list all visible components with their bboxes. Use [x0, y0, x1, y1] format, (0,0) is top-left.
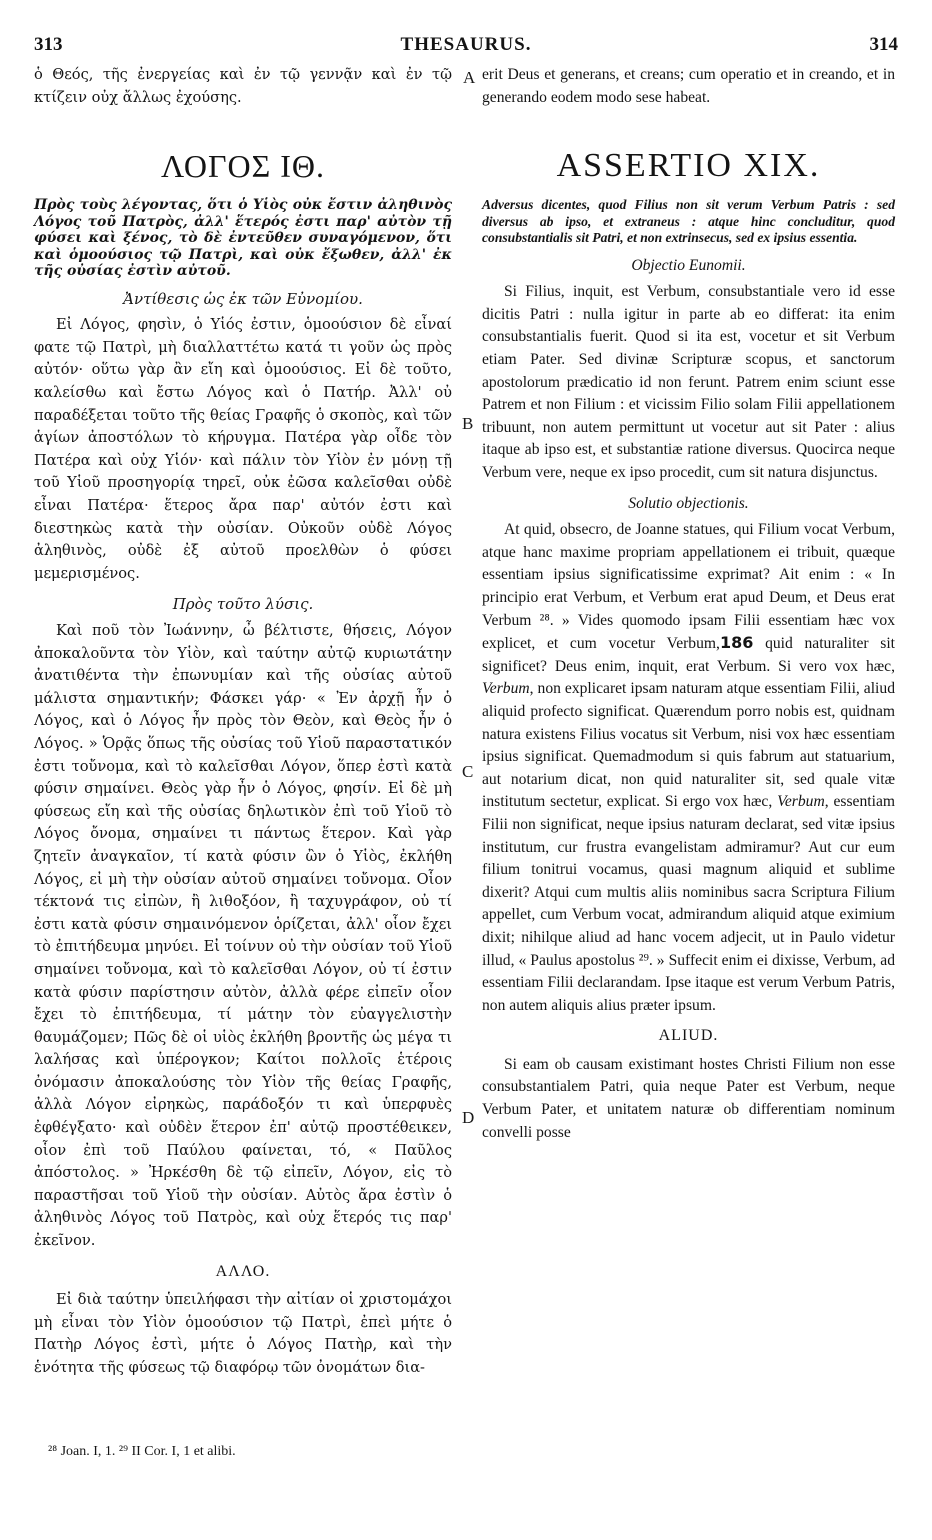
latin-solution-text	[482, 519, 895, 1017]
latin-solution-part-c: , non explicaret ipsam naturam atque essentiam Filii, aliud aliquid profecto significat. Quærendum porro nobis est, quidnam natura existens Filius vocatus sit Verbum, nisi vox hæc essentiam ipsius significat. Quemadmodum si quis fabrum aut statuarium, aut notarium dicat, non quid naturaliter sit, sed quale vitæ institutum sectetur, explicat. Si ergo vox hæc,	[482, 680, 895, 811]
greek-chapter-heading: Πρὸς τοὺς λέγοντας, ὅτι ὁ Υἱὸς οὐκ ἔστιν ἀληθινὸς Λόγος τοῦ Πατρὸς, ἀλλ' ἕτερός ἐστι παρ' αὐτὸν τῇ φύσει καὶ ξένος, τὸ δὲ ἐντεῦθεν συναγόμενον, ὅτι καὶ ὁμοούσιος τῷ Πατρὶ, καὶ οὐκ ἔξωθεν, ἀλλ' ἐκ τῆς οὐσίας ἐστὶν αὐτοῦ.	[34, 197, 452, 280]
latin-objection-text: Si Filius, inquit, est Verbum, consubstantiale vero id esse dicitis Patri : nulla igitur in parte ab eo differat: ita enim consubstantialis fuerit. Quod si ita est, vocetur et sit Verbum etiam Pater. Sed divinæ Scripturæ scopus, et sanctorum apostolorum prædicatio id non ferunt. Patrem enim sciunt esse Patrem et non Filium : et vicissim Filio solam Filii appellationem tribuunt, non autem permittunt ut vocetur aut sit Pater : alius itaque ab ipso est, et substantiæ ratione diversus. Quocirca neque Verbum vere, neque ex ipso procedit, cum sit natura disjunctus.	[482, 283, 895, 482]
margin-letter-d: D	[462, 1108, 475, 1127]
latin-intro: erit Deus et generans, et creans; cum operatio et in creando, et in generando eodem modo sese habeat.	[482, 66, 895, 106]
latin-column	[482, 64, 895, 1144]
greek-solution-text: Καὶ ποῦ τὸν Ἰωάννην, ὦ βέλτιστε, θήσεις, Λόγον ἀποκαλοῦντα τὸν Υἱὸν, καὶ ταύτην αὐτῷ κυριωτάτην ἀνατιθέντα τὴν ἐπωνυμίαν καὶ τῆς οὐσίας αὐτοῦ μάλιστα σημαντικήν; Φάσκει γάρ· « Ἐν ἀρχῇ ἦν ὁ Λόγος, καὶ ὁ Λόγος ἦν πρὸς τὸν Θεὸν, καὶ Θεὸς ἦν ὁ Λόγος. » Ὁρᾷς ὅπως τῆς οὐσίας τοῦ Υἱοῦ παραστατικόν ἐστι τοὔνομα, καὶ τὸ καλεῖσθαι Λόγον, ὅπερ ἐστὶ κατὰ φύσιν σημαίνει. Θεὸς γὰρ ἦν ὁ Λόγος, φησίν. Εἰ δὲ μὴ φύσεως εἴη καὶ τῆς οὐσίας δηλωτικὸν ἐπὶ τοῦ Υἱοῦ τὸ Λόγος ὄνομα, σημαίνει τι πάντως ἕτερον. Καὶ γὰρ ζητεῖν ἀναγκαῖον, τί κατὰ φύσιν ὢν ὁ Υἱὸς, ἐκλήθη Λόγος, εἰ μὴ τὴν οὐσίαν αὐτοῦ σημαίνει τοὔνομα. Οἷον τέκτονά τις εἰπὼν, ἢ λιθοξόον, ἢ ταχυγράφον, οὐ τί ἐστι κατὰ φύσιν σημαινόμενον ὁρίζεται, ἀλλ' οἷον ἔχει τὸ ἐπιτήδευμα μηνύει. Εἰ τοίνυν οὐ τὴν οὐσίαν τοῦ Υἱοῦ σημαίνει τοὔνομα, καὶ τὸ καλεῖσθαι Λόγον, οὐ τί ἐστιν κατὰ φύσιν παρίστησιν αὐτὸν, ἀλλὰ φέρε εἰπεῖν οἷον ἔχει τὸ ἐπιτήδευμα, τί μάτην τὸν εὐαγγελιστὴν θαυμάζομεν; Πῶς δὲ οἱ υἱὸς ἐκλήθη βροντῆς ὡς μέγα τι λαλήσας καὶ ὑπέρογκον; Καίτοι πολλοῖς ἑτέροις ὀνόμασιν ἀποκαλούσης τὸν Υἱὸν τῆς θείας Γραφῆς, ἀλλὰ Λόγον εἰρηκὼς, παράδοξόν τι καὶ ὑπερφυὲς ἐφθέγξατο· καὶ οὐδὲν ἕτερον ἐπ' αὐτῷ προστέθεικεν, οἷον ἐπὶ τοῦ Παύλου φαίνεται, τό, « Παῦλος ἀπόστολος. » Ἠρκέσθη δὲ τῷ εἰπεῖν, Λόγον, εἰς τὸ παραστῆσαι τοῦ Υἱοῦ τὴν οὐσίαν. Αὐτὸς ἄρα ἐστὶν ὁ ἀληθινὸς Λόγος τοῦ Πατρὸς, καὶ οὐχ ἕτερός τις παρ' ἐκεῖνον.	[34, 622, 452, 1250]
margin-letter-b: B	[462, 414, 474, 433]
page-number-left: 313	[34, 34, 63, 55]
latin-solution-part-b: quid naturaliter sit significet? Deus enim, inquit, erat Verbum. Si vero vox hæc,	[482, 635, 896, 675]
latin-objection-title: Objectio Eunomii.	[631, 256, 746, 274]
footnotes: ²⁸ Joan. I, 1. ²⁹ II Cor. I, 1 et alibi.	[48, 1444, 236, 1459]
latin-solution-part-d: , essentiam Filii non significat, neque ipsius naturam declarat, sed vitæ ipsius institutum, cur frustra evangelistam admiramur? Aut cur eum filium tonitrui vocamus, quasi magnum aliquid et sublime dixerit? Atqui cum multis aliis nominibus sacra Scriptura Filium appellet, cum Verbum vocat, admirandum aliquid atque eximium dixit; nihilque aliud ad hanc vocem adjecit, ut in Paulo videtur illud, « Paulus apostolus ²⁹. » Suffecit enim ei dixisse, Verbum, ad essentiam Filii declarandam. Ipse itaque est verum Verbum Patris, non autem aliquis alius præter ipsum.	[482, 793, 895, 1014]
page-number-right: 314	[869, 34, 898, 55]
latin-solution-part-a: At quid, obsecro, de Joanne statues, qui Filium vocat Verbum, atque hanc maxime propriam appellationem ei tribuit, quæque essentiam ipsius significatissime exprimat? Ait enim : « In principio erat Verbum, et Verbum erat apud Deum, et Deus erat Verbum ²⁸. » Vides quomodo ipsam Filii essentiam hæc vox explicet, et cum vocetur Verbum,	[482, 521, 895, 653]
latin-verbum-italic: Verbum	[482, 680, 530, 698]
margin-letter-a: A	[463, 68, 476, 87]
edition-page-marker: 186	[719, 633, 754, 653]
latin-chapter-title: ASSERTIO XIX.	[556, 147, 821, 185]
greek-objection-title: Ἀντίθεσις ὡς ἐκ τῶν Εὐνομίου.	[123, 289, 363, 308]
latin-aliud-text: Si eam ob causam existimant hostes Christi Filium non esse consubstantialem Patri, quia neque Pater est Verbum, neque Verbum Pater, et unitatem naturæ ob differentiam nominum convelli posse	[482, 1055, 895, 1141]
latin-aliud-title: ALIUD.	[658, 1027, 719, 1045]
running-head	[34, 34, 898, 58]
greek-column	[34, 64, 452, 1380]
greek-aliud-title: ΑΛΛΟ.	[215, 1262, 271, 1280]
latin-solution-title: Solutio objectionis.	[628, 494, 749, 512]
latin-chapter-heading: Adversus dicentes, quod Filius non sit verum Verbum Patris : sed diversus ab ipso, et extraneus : atque hinc concluditur, quod consubstantialis sit Patri, et non extrinsecus, sed ex ipsius essentia.	[482, 197, 895, 246]
greek-solution-title: Πρὸς τοῦτο λύσις.	[172, 595, 314, 614]
margin-letter-c: C	[462, 762, 474, 781]
latin-verbum-italic-2: Verbum	[777, 793, 825, 811]
greek-aliud-text: Εἰ διὰ ταύτην ὑπειλήφασι τὴν αἰτίαν οἱ χριστομάχοι μὴ εἶναι τὸν Υἱὸν ὁμοούσιον τῷ Πατρὶ, ἐπεὶ μήτε ὁ Πατὴρ Λόγος ἐστὶ, μήτε ὁ Λόγος Πατὴρ, καὶ τὴν ἑνότητα τῆς φύσεως τῷ διαφόρῳ τῶν ὀνομάτων δια-	[34, 1291, 452, 1376]
greek-objection-text: Εἰ Λόγος, φησὶν, ὁ Υἱός ἐστιν, ὁμοούσιον δὲ εἶναί φατε τῷ Πατρὶ, μὴ διαλλαττέτω κατά τι γοῦν ὡς πρὸς αὐτόν· οὕτω γὰρ ἂν εἴη καὶ ὁμοούσιος. Εἰ δὲ τοῦτο, καλείσθω καὶ ἔστω Λόγος καὶ ὁ Πατήρ. Ἀλλ' οὐ παραδέξεται τοῦτο τῆς θείας Γραφῆς ὁ σκοπὸς, καὶ τῶν ἁγίων ἀποστόλων τὸ κήρυγμα. Πατέρα γὰρ οἶδε τὸν Πατέρα καὶ οὐχ Υἱόν· καὶ πάλιν τὸν Υἱὸν ἐν μόνῃ τῇ τοῦ Υἱοῦ προσηγορίᾳ τηρεῖ, οὐκ ἐῶσα καλεῖσθαι οὐδὲ εἶναι Πατέρα· ἕτερος ἄρα παρ' αὐτόν ἐστι καὶ διεστηκὼς κατὰ τὴν οὐσίαν. Οὐκοῦν οὐδὲ Λόγος ἀληθινὸς, οὐδὲ ἐξ αὐτοῦ προελθὼν ὁ φύσει μεμερισμένος.	[34, 316, 452, 582]
greek-intro: ὁ Θεός, τῆς ἐνεργείας καὶ ἐν τῷ γεννᾷν καὶ ἐν τῷ κτίζειν οὐχ ἄλλως ἐχούσης.	[34, 66, 452, 106]
greek-chapter-title: ΛΟΓΟΣ ΙΘ.	[161, 148, 325, 185]
running-title: THESAURUS.	[400, 34, 532, 55]
